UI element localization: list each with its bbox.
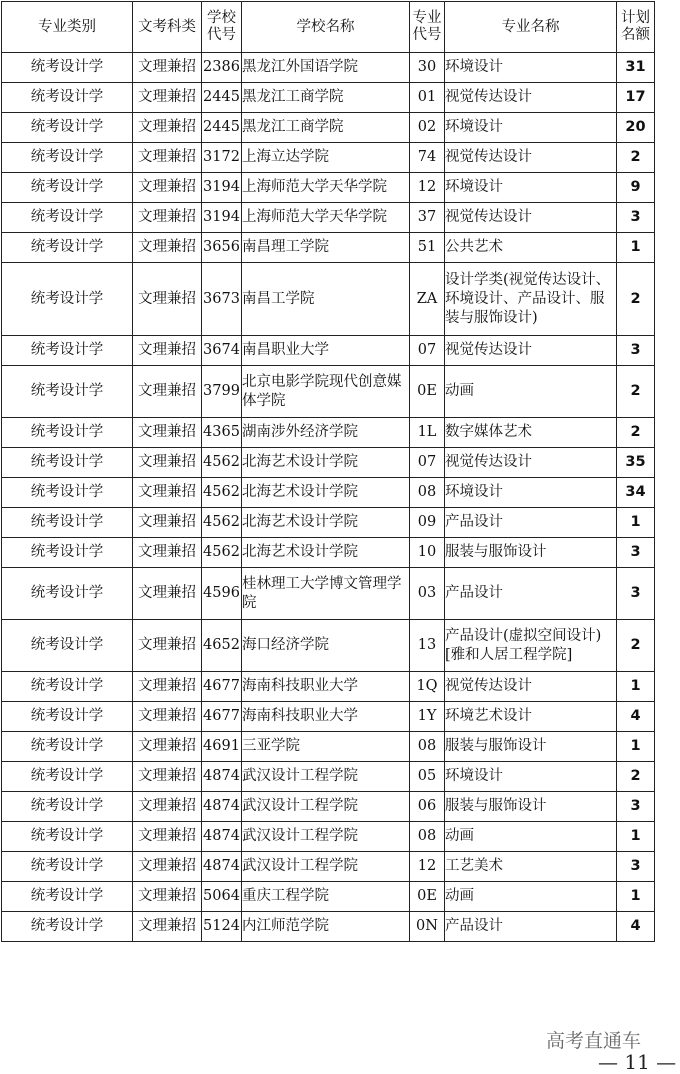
cell-subject: 文理兼招 — [133, 478, 202, 508]
cell-major-code: 0N — [410, 912, 445, 942]
table-row — [2, 762, 655, 792]
cell-quota: 2 — [617, 762, 655, 792]
cell-major-name: 视觉传达设计 — [445, 203, 617, 233]
cell-category: 统考设计学 — [2, 702, 133, 732]
cell-category: 统考设计学 — [2, 83, 133, 113]
cell-subject: 文理兼招 — [133, 448, 202, 478]
cell-school-name: 湖南涉外经济学院 — [242, 418, 410, 448]
cell-school-code: 3674 — [202, 336, 242, 366]
table-row — [2, 912, 655, 942]
cell-major-name: 环境设计 — [445, 173, 617, 203]
cell-subject: 文理兼招 — [133, 113, 202, 143]
table-row — [2, 83, 655, 113]
cell-major-name: 动画 — [445, 882, 617, 912]
cell-major-name: 产品设计 — [445, 912, 617, 942]
page-number: — 11 — — [598, 1050, 677, 1074]
table-row — [2, 822, 655, 852]
cell-category: 统考设计学 — [2, 732, 133, 762]
table-row — [2, 568, 655, 620]
table-row — [2, 792, 655, 822]
cell-major-code: 09 — [410, 508, 445, 538]
cell-school-code: 4596 — [202, 568, 242, 620]
table-row — [2, 672, 655, 702]
cell-school-code: 4652 — [202, 620, 242, 672]
cell-category: 统考设计学 — [2, 203, 133, 233]
table-row — [2, 620, 655, 672]
cell-major-name: 服装与服饰设计 — [445, 792, 617, 822]
cell-category: 统考设计学 — [2, 538, 133, 568]
cell-school-code: 4874 — [202, 792, 242, 822]
cell-quota: 3 — [617, 568, 655, 620]
cell-quota: 3 — [617, 852, 655, 882]
table-row — [2, 508, 655, 538]
cell-category: 统考设计学 — [2, 113, 133, 143]
table-row — [2, 173, 655, 203]
cell-subject: 文理兼招 — [133, 508, 202, 538]
cell-quota: 3 — [617, 538, 655, 568]
header-major-code: 专业代号 — [410, 2, 445, 53]
cell-school-name: 桂林理工大学博文管理学院 — [242, 568, 410, 620]
cell-major-name: 视觉传达设计 — [445, 83, 617, 113]
cell-major-name: 公共艺术 — [445, 233, 617, 263]
cell-category: 统考设计学 — [2, 620, 133, 672]
cell-subject: 文理兼招 — [133, 538, 202, 568]
cell-school-code: 3673 — [202, 263, 242, 336]
cell-school-name: 北海艺术设计学院 — [242, 478, 410, 508]
table-row — [2, 702, 655, 732]
table-row — [2, 882, 655, 912]
cell-school-name: 重庆工程学院 — [242, 882, 410, 912]
cell-major-code: 74 — [410, 143, 445, 173]
cell-school-code: 4677 — [202, 672, 242, 702]
cell-school-code: 4562 — [202, 478, 242, 508]
cell-school-code: 4874 — [202, 852, 242, 882]
header-school-name: 学校名称 — [242, 2, 410, 53]
cell-category: 统考设计学 — [2, 53, 133, 83]
cell-school-code: 3656 — [202, 233, 242, 263]
cell-school-name: 武汉设计工程学院 — [242, 852, 410, 882]
cell-major-code: ZA — [410, 263, 445, 336]
cell-major-code: 0E — [410, 882, 445, 912]
cell-major-code: 1L — [410, 418, 445, 448]
cell-quota: 9 — [617, 173, 655, 203]
cell-quota: 4 — [617, 702, 655, 732]
cell-school-code: 3194 — [202, 203, 242, 233]
cell-major-name: 产品设计(虚拟空间设计)[雅和人居工程学院] — [445, 620, 617, 672]
cell-school-name: 上海师范大学天华学院 — [242, 203, 410, 233]
cell-subject: 文理兼招 — [133, 912, 202, 942]
cell-major-code: 02 — [410, 113, 445, 143]
cell-major-name: 产品设计 — [445, 568, 617, 620]
cell-category: 统考设计学 — [2, 852, 133, 882]
table-row — [2, 478, 655, 508]
cell-subject: 文理兼招 — [133, 882, 202, 912]
cell-school-name: 武汉设计工程学院 — [242, 822, 410, 852]
cell-subject: 文理兼招 — [133, 620, 202, 672]
cell-major-name: 动画 — [445, 366, 617, 418]
cell-school-name: 北海艺术设计学院 — [242, 538, 410, 568]
cell-school-code: 2445 — [202, 113, 242, 143]
cell-major-name: 数字媒体艺术 — [445, 418, 617, 448]
cell-subject: 文理兼招 — [133, 852, 202, 882]
cell-major-code: 08 — [410, 478, 445, 508]
cell-category: 统考设计学 — [2, 762, 133, 792]
cell-quota: 34 — [617, 478, 655, 508]
cell-major-name: 环境设计 — [445, 113, 617, 143]
cell-major-name: 视觉传达设计 — [445, 143, 617, 173]
cell-school-code: 3799 — [202, 366, 242, 418]
cell-subject: 文理兼招 — [133, 732, 202, 762]
cell-school-name: 海南科技职业大学 — [242, 672, 410, 702]
cell-school-code: 4874 — [202, 822, 242, 852]
cell-school-name: 三亚学院 — [242, 732, 410, 762]
cell-category: 统考设计学 — [2, 478, 133, 508]
cell-category: 统考设计学 — [2, 336, 133, 366]
cell-quota: 17 — [617, 83, 655, 113]
cell-school-name: 北海艺术设计学院 — [242, 448, 410, 478]
cell-school-name: 海口经济学院 — [242, 620, 410, 672]
cell-major-code: 37 — [410, 203, 445, 233]
cell-subject: 文理兼招 — [133, 173, 202, 203]
header-major-name: 专业名称 — [445, 2, 617, 53]
cell-quota: 2 — [617, 143, 655, 173]
table-row — [2, 852, 655, 882]
table-row — [2, 113, 655, 143]
cell-major-code: 03 — [410, 568, 445, 620]
cell-major-code: 51 — [410, 233, 445, 263]
table-row — [2, 448, 655, 478]
cell-quota: 2 — [617, 620, 655, 672]
table-row — [2, 143, 655, 173]
header-category: 专业类别 — [2, 2, 133, 53]
cell-major-name: 环境设计 — [445, 53, 617, 83]
cell-school-code: 3172 — [202, 143, 242, 173]
cell-quota: 2 — [617, 366, 655, 418]
cell-school-name: 北海艺术设计学院 — [242, 508, 410, 538]
table-row — [2, 203, 655, 233]
cell-school-name: 海南科技职业大学 — [242, 702, 410, 732]
table-row — [2, 732, 655, 762]
cell-major-code: 1Y — [410, 702, 445, 732]
cell-major-code: 08 — [410, 822, 445, 852]
cell-quota: 4 — [617, 912, 655, 942]
cell-quota: 1 — [617, 233, 655, 263]
cell-school-code: 2445 — [202, 83, 242, 113]
cell-school-code: 4562 — [202, 448, 242, 478]
table-row — [2, 418, 655, 448]
table-row — [2, 263, 655, 336]
cell-category: 统考设计学 — [2, 822, 133, 852]
cell-school-code: 2386 — [202, 53, 242, 83]
cell-subject: 文理兼招 — [133, 263, 202, 336]
cell-quota: 1 — [617, 672, 655, 702]
header-school-code: 学校代号 — [202, 2, 242, 53]
cell-category: 统考设计学 — [2, 882, 133, 912]
cell-major-name: 环境艺术设计 — [445, 702, 617, 732]
cell-quota: 1 — [617, 822, 655, 852]
cell-subject: 文理兼招 — [133, 762, 202, 792]
cell-subject: 文理兼招 — [133, 143, 202, 173]
cell-school-name: 北京电影学院现代创意媒体学院 — [242, 366, 410, 418]
cell-major-code: 05 — [410, 762, 445, 792]
cell-quota: 31 — [617, 53, 655, 83]
cell-subject: 文理兼招 — [133, 822, 202, 852]
cell-category: 统考设计学 — [2, 263, 133, 336]
cell-subject: 文理兼招 — [133, 203, 202, 233]
cell-school-code: 4562 — [202, 538, 242, 568]
cell-school-name: 内江师范学院 — [242, 912, 410, 942]
cell-school-name: 南昌工学院 — [242, 263, 410, 336]
cell-major-code: 07 — [410, 336, 445, 366]
cell-major-name: 环境设计 — [445, 762, 617, 792]
cell-school-code: 4677 — [202, 702, 242, 732]
cell-major-name: 服装与服饰设计 — [445, 538, 617, 568]
cell-school-code: 3194 — [202, 173, 242, 203]
table-row — [2, 336, 655, 366]
cell-category: 统考设计学 — [2, 448, 133, 478]
cell-major-code: 30 — [410, 53, 445, 83]
cell-school-name: 黑龙江工商学院 — [242, 83, 410, 113]
cell-major-code: 06 — [410, 792, 445, 822]
table-row — [2, 366, 655, 418]
cell-category: 统考设计学 — [2, 173, 133, 203]
admission-plan-table — [1, 1, 655, 942]
cell-major-name: 视觉传达设计 — [445, 672, 617, 702]
cell-school-code: 4365 — [202, 418, 242, 448]
cell-quota: 2 — [617, 263, 655, 336]
cell-category: 统考设计学 — [2, 508, 133, 538]
header-subject: 文考科类 — [133, 2, 202, 53]
cell-major-name: 工艺美术 — [445, 852, 617, 882]
cell-category: 统考设计学 — [2, 418, 133, 448]
cell-major-code: 12 — [410, 852, 445, 882]
cell-school-code: 4562 — [202, 508, 242, 538]
cell-subject: 文理兼招 — [133, 672, 202, 702]
cell-subject: 文理兼招 — [133, 366, 202, 418]
cell-quota: 3 — [617, 336, 655, 366]
cell-major-code: 13 — [410, 620, 445, 672]
cell-subject: 文理兼招 — [133, 568, 202, 620]
cell-subject: 文理兼招 — [133, 418, 202, 448]
cell-major-name: 动画 — [445, 822, 617, 852]
cell-major-code: 07 — [410, 448, 445, 478]
cell-quota: 1 — [617, 882, 655, 912]
cell-school-code: 4874 — [202, 762, 242, 792]
cell-quota: 20 — [617, 113, 655, 143]
cell-quota: 3 — [617, 203, 655, 233]
cell-category: 统考设计学 — [2, 568, 133, 620]
cell-quota: 1 — [617, 732, 655, 762]
table-row — [2, 233, 655, 263]
table-row — [2, 538, 655, 568]
cell-subject: 文理兼招 — [133, 53, 202, 83]
cell-quota: 2 — [617, 418, 655, 448]
cell-category: 统考设计学 — [2, 792, 133, 822]
cell-subject: 文理兼招 — [133, 792, 202, 822]
cell-major-name: 视觉传达设计 — [445, 336, 617, 366]
cell-school-name: 南昌理工学院 — [242, 233, 410, 263]
cell-major-name: 设计学类(视觉传达设计、环境设计、产品设计、服装与服饰设计) — [445, 263, 617, 336]
cell-major-name: 视觉传达设计 — [445, 448, 617, 478]
cell-school-name: 武汉设计工程学院 — [242, 792, 410, 822]
cell-major-name: 环境设计 — [445, 478, 617, 508]
cell-subject: 文理兼招 — [133, 233, 202, 263]
table-row — [2, 53, 655, 83]
cell-major-name: 服装与服饰设计 — [445, 732, 617, 762]
cell-school-name: 武汉设计工程学院 — [242, 762, 410, 792]
cell-major-name: 产品设计 — [445, 508, 617, 538]
cell-major-code: 01 — [410, 83, 445, 113]
cell-category: 统考设计学 — [2, 233, 133, 263]
cell-subject: 文理兼招 — [133, 702, 202, 732]
table-header-row — [2, 2, 655, 53]
cell-major-code: 10 — [410, 538, 445, 568]
cell-quota: 1 — [617, 508, 655, 538]
cell-major-code: 08 — [410, 732, 445, 762]
watermark-text: 高考直通车 — [546, 1030, 642, 1052]
cell-major-code: 0E — [410, 366, 445, 418]
cell-school-name: 黑龙江外国语学院 — [242, 53, 410, 83]
cell-quota: 35 — [617, 448, 655, 478]
cell-school-code: 4691 — [202, 732, 242, 762]
cell-category: 统考设计学 — [2, 912, 133, 942]
cell-school-code: 5124 — [202, 912, 242, 942]
cell-school-code: 5064 — [202, 882, 242, 912]
cell-category: 统考设计学 — [2, 366, 133, 418]
cell-category: 统考设计学 — [2, 143, 133, 173]
cell-school-name: 上海立达学院 — [242, 143, 410, 173]
cell-category: 统考设计学 — [2, 672, 133, 702]
cell-school-name: 黑龙江工商学院 — [242, 113, 410, 143]
cell-major-code: 1Q — [410, 672, 445, 702]
cell-school-name: 上海师范大学天华学院 — [242, 173, 410, 203]
cell-major-code: 12 — [410, 173, 445, 203]
cell-subject: 文理兼招 — [133, 336, 202, 366]
cell-school-name: 南昌职业大学 — [242, 336, 410, 366]
header-quota: 计划名额 — [617, 2, 655, 53]
cell-subject: 文理兼招 — [133, 83, 202, 113]
cell-quota: 3 — [617, 792, 655, 822]
